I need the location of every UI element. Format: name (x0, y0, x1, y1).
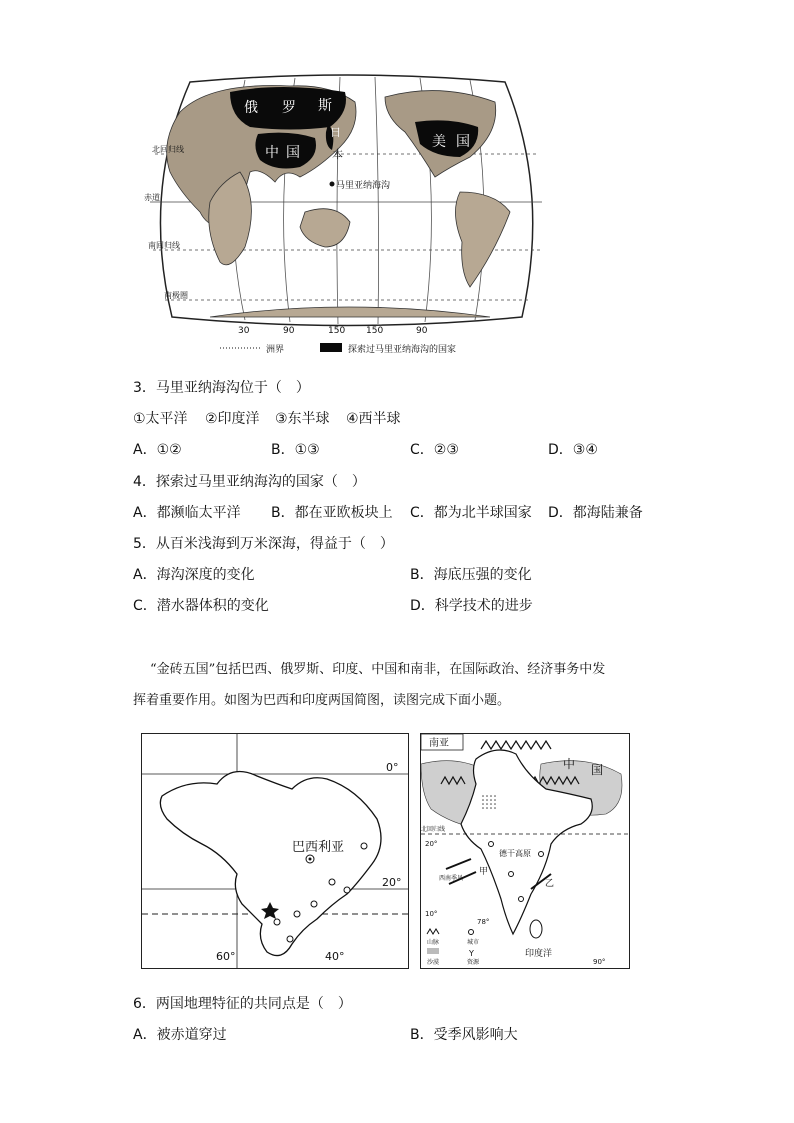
legend-city: 城市 (467, 939, 480, 946)
india-lat-10: 10° (425, 910, 438, 918)
q4-option-a[interactable]: A．都濒临太平洋 (133, 505, 241, 521)
q5-option-c[interactable]: C．潜水器体积的变化 (133, 598, 269, 614)
legend-mountain: 山脉 (427, 939, 440, 946)
q5-option-d[interactable]: D．科学技术的进步 (410, 598, 533, 614)
india-map-svg (421, 734, 629, 968)
intro-line-1: “金砖五国”包括巴西、俄罗斯、印度、中国和南非，在国际政治、经济事务中发 (150, 662, 606, 677)
lat-20-label: 20° (382, 876, 402, 889)
india-lat-20: 20° (425, 840, 438, 848)
legend-countries-text: 探索过马里亚纳海沟的国家 (348, 345, 457, 355)
label-zhong: 中 (265, 145, 279, 161)
lon-60-label: 60° (216, 950, 236, 963)
q3-choice-2: ②印度洋 (205, 411, 260, 427)
q6-option-b[interactable]: B．受季风影响大 (410, 1027, 518, 1043)
lat-label-antarctic: 南极圈 (164, 291, 188, 300)
indian-ocean-label: 印度洋 (525, 949, 553, 959)
india-legend (427, 929, 480, 966)
q3-stem: 3．马里亚纳海沟位于（ ） (133, 380, 310, 396)
brazil-map-svg (142, 734, 408, 968)
q3-option-b[interactable]: B．①③ (271, 442, 320, 458)
capital-label: 巴西利亚 (292, 840, 345, 855)
lon-tick-2: 90 (283, 326, 295, 336)
lon-tick-5: 90 (416, 326, 428, 336)
q5-stem: 5．从百米浅海到万米深海，得益于（ ） (133, 536, 394, 552)
label-ri: 日 (330, 126, 341, 139)
world-map-svg (144, 72, 545, 362)
lat-label-equator: 赤道 (144, 193, 160, 202)
lon-40-label: 40° (325, 950, 345, 963)
lat-label-tropic-n: 北回归线 (152, 145, 184, 154)
q3-option-c[interactable]: C．②③ (410, 442, 459, 458)
q5-option-b[interactable]: B．海底压强的变化 (410, 567, 532, 583)
q6-option-a[interactable]: A．被赤道穿过 (133, 1027, 227, 1043)
brazil-map (141, 733, 409, 969)
capital-marker (309, 858, 312, 861)
q5-option-a[interactable]: A．海沟深度的变化 (133, 567, 255, 583)
label-ben: 本 (332, 148, 343, 161)
q4-option-b[interactable]: B．都在亚欧板块上 (271, 505, 393, 521)
legend-resource: 资源 (467, 959, 480, 966)
q3-choice-3: ③东半球 (275, 411, 330, 427)
svg-text:Y: Y (469, 949, 474, 958)
lon-tick-1: 30 (238, 326, 250, 336)
q4-option-d[interactable]: D．都海陆兼备 (548, 505, 643, 521)
q4-option-c[interactable]: C．都为北半球国家 (410, 505, 532, 521)
q3-option-a[interactable]: A．①② (133, 442, 182, 458)
brazil-outline (160, 772, 381, 956)
south-asia-label: 南亚 (429, 738, 449, 749)
label-mei: 美 (432, 134, 446, 150)
india-lon-90: 90° (593, 958, 606, 966)
legend-black-swatch (320, 343, 342, 352)
tropic-label: 北回归线 (421, 826, 446, 833)
label-si: 斯 (318, 98, 332, 114)
label-guo: 国 (286, 145, 300, 161)
q3-choice-1: ①太平洋 (133, 411, 188, 427)
trench-label: 马里亚纳海沟 (336, 181, 391, 191)
q4-stem: 4．探索过马里亚纳海沟的国家（ ） (133, 474, 366, 490)
lon-tick-4: 150 (366, 326, 384, 336)
china-label-1: 中 (563, 757, 576, 771)
trench-marker (330, 182, 335, 187)
india-lon-78: 78° (477, 918, 490, 926)
q6-stem: 6．两国地理特征的共同点是（ ） (133, 996, 352, 1012)
monsoon-label: 西南季风 (439, 875, 464, 882)
label-luo: 罗 (282, 100, 296, 116)
label-e: 俄 (244, 100, 258, 116)
china-label-2: 国 (591, 763, 604, 777)
label-guo2: 国 (456, 134, 470, 150)
world-map (144, 72, 545, 362)
lat-label-tropic-s: 南回归线 (148, 241, 180, 250)
q3-option-d[interactable]: D．③④ (548, 442, 598, 458)
jia-label: 甲 (479, 867, 489, 877)
deccan-label: 德干高原 (499, 849, 531, 858)
lon-tick-3: 150 (328, 326, 346, 336)
yi-label: 乙 (545, 879, 555, 889)
intro-line-2: 挥着重要作用。如图为巴西和印度两国简图，读图完成下面小题。 (133, 693, 511, 708)
q3-choice-4: ④西半球 (346, 411, 401, 427)
india-map (420, 733, 630, 969)
lat-0-label: 0° (386, 761, 399, 774)
legend-desert: 沙漠 (427, 959, 440, 966)
legend-border-text: 洲界 (266, 345, 285, 355)
